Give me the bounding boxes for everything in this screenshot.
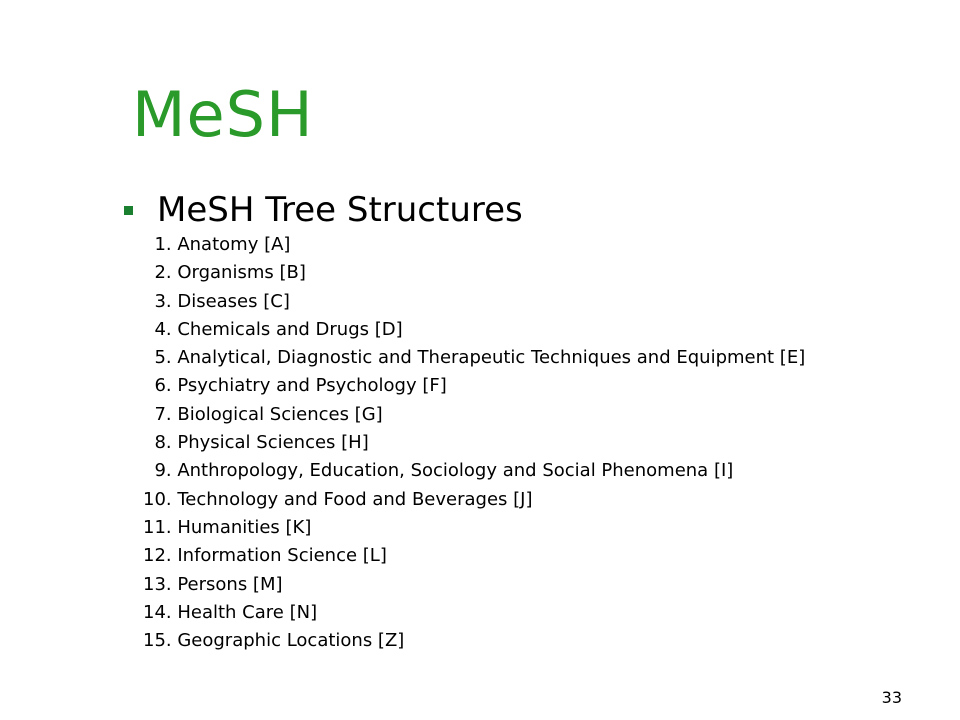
list-item: 6. Psychiatry and Psychology [F] [143,375,447,397]
list-item: 2. Organisms [B] [143,262,306,284]
list-item: 13. Persons [M] [143,573,283,595]
list-item: 8. Physical Sciences [H] [143,432,369,454]
list-item: 14. Health Care [N] [143,601,318,623]
bullet-row [124,188,523,232]
list-item: 12. Information Science [L] [143,545,387,567]
list-item: 15. Geographic Locations [Z] [143,630,405,652]
bullet-square-icon [124,206,133,215]
slide-title: MeSH [132,78,314,151]
list-item: 4. Chemicals and Drugs [D] [143,318,403,340]
list-item: 10. Technology and Food and Beverages [J] [143,488,533,510]
list-item: 5. Analytical, Diagnostic and Therapeutic Techniques and Equipment [E] [143,347,806,369]
list-item: 11. Humanities [K] [143,516,312,538]
tree-structure-list [143,231,805,655]
list-item: 3. Diseases [C] [143,290,290,312]
list-item: 7. Biological Sciences [G] [143,403,383,425]
list-item: 9. Anthropology, Education, Sociology and Social Phenomena [I] [143,460,734,482]
list-item: 1. Anatomy [A] [143,234,291,255]
slide-number: 33 [881,688,902,707]
bullet-heading: MeSH Tree Structures [157,190,523,230]
